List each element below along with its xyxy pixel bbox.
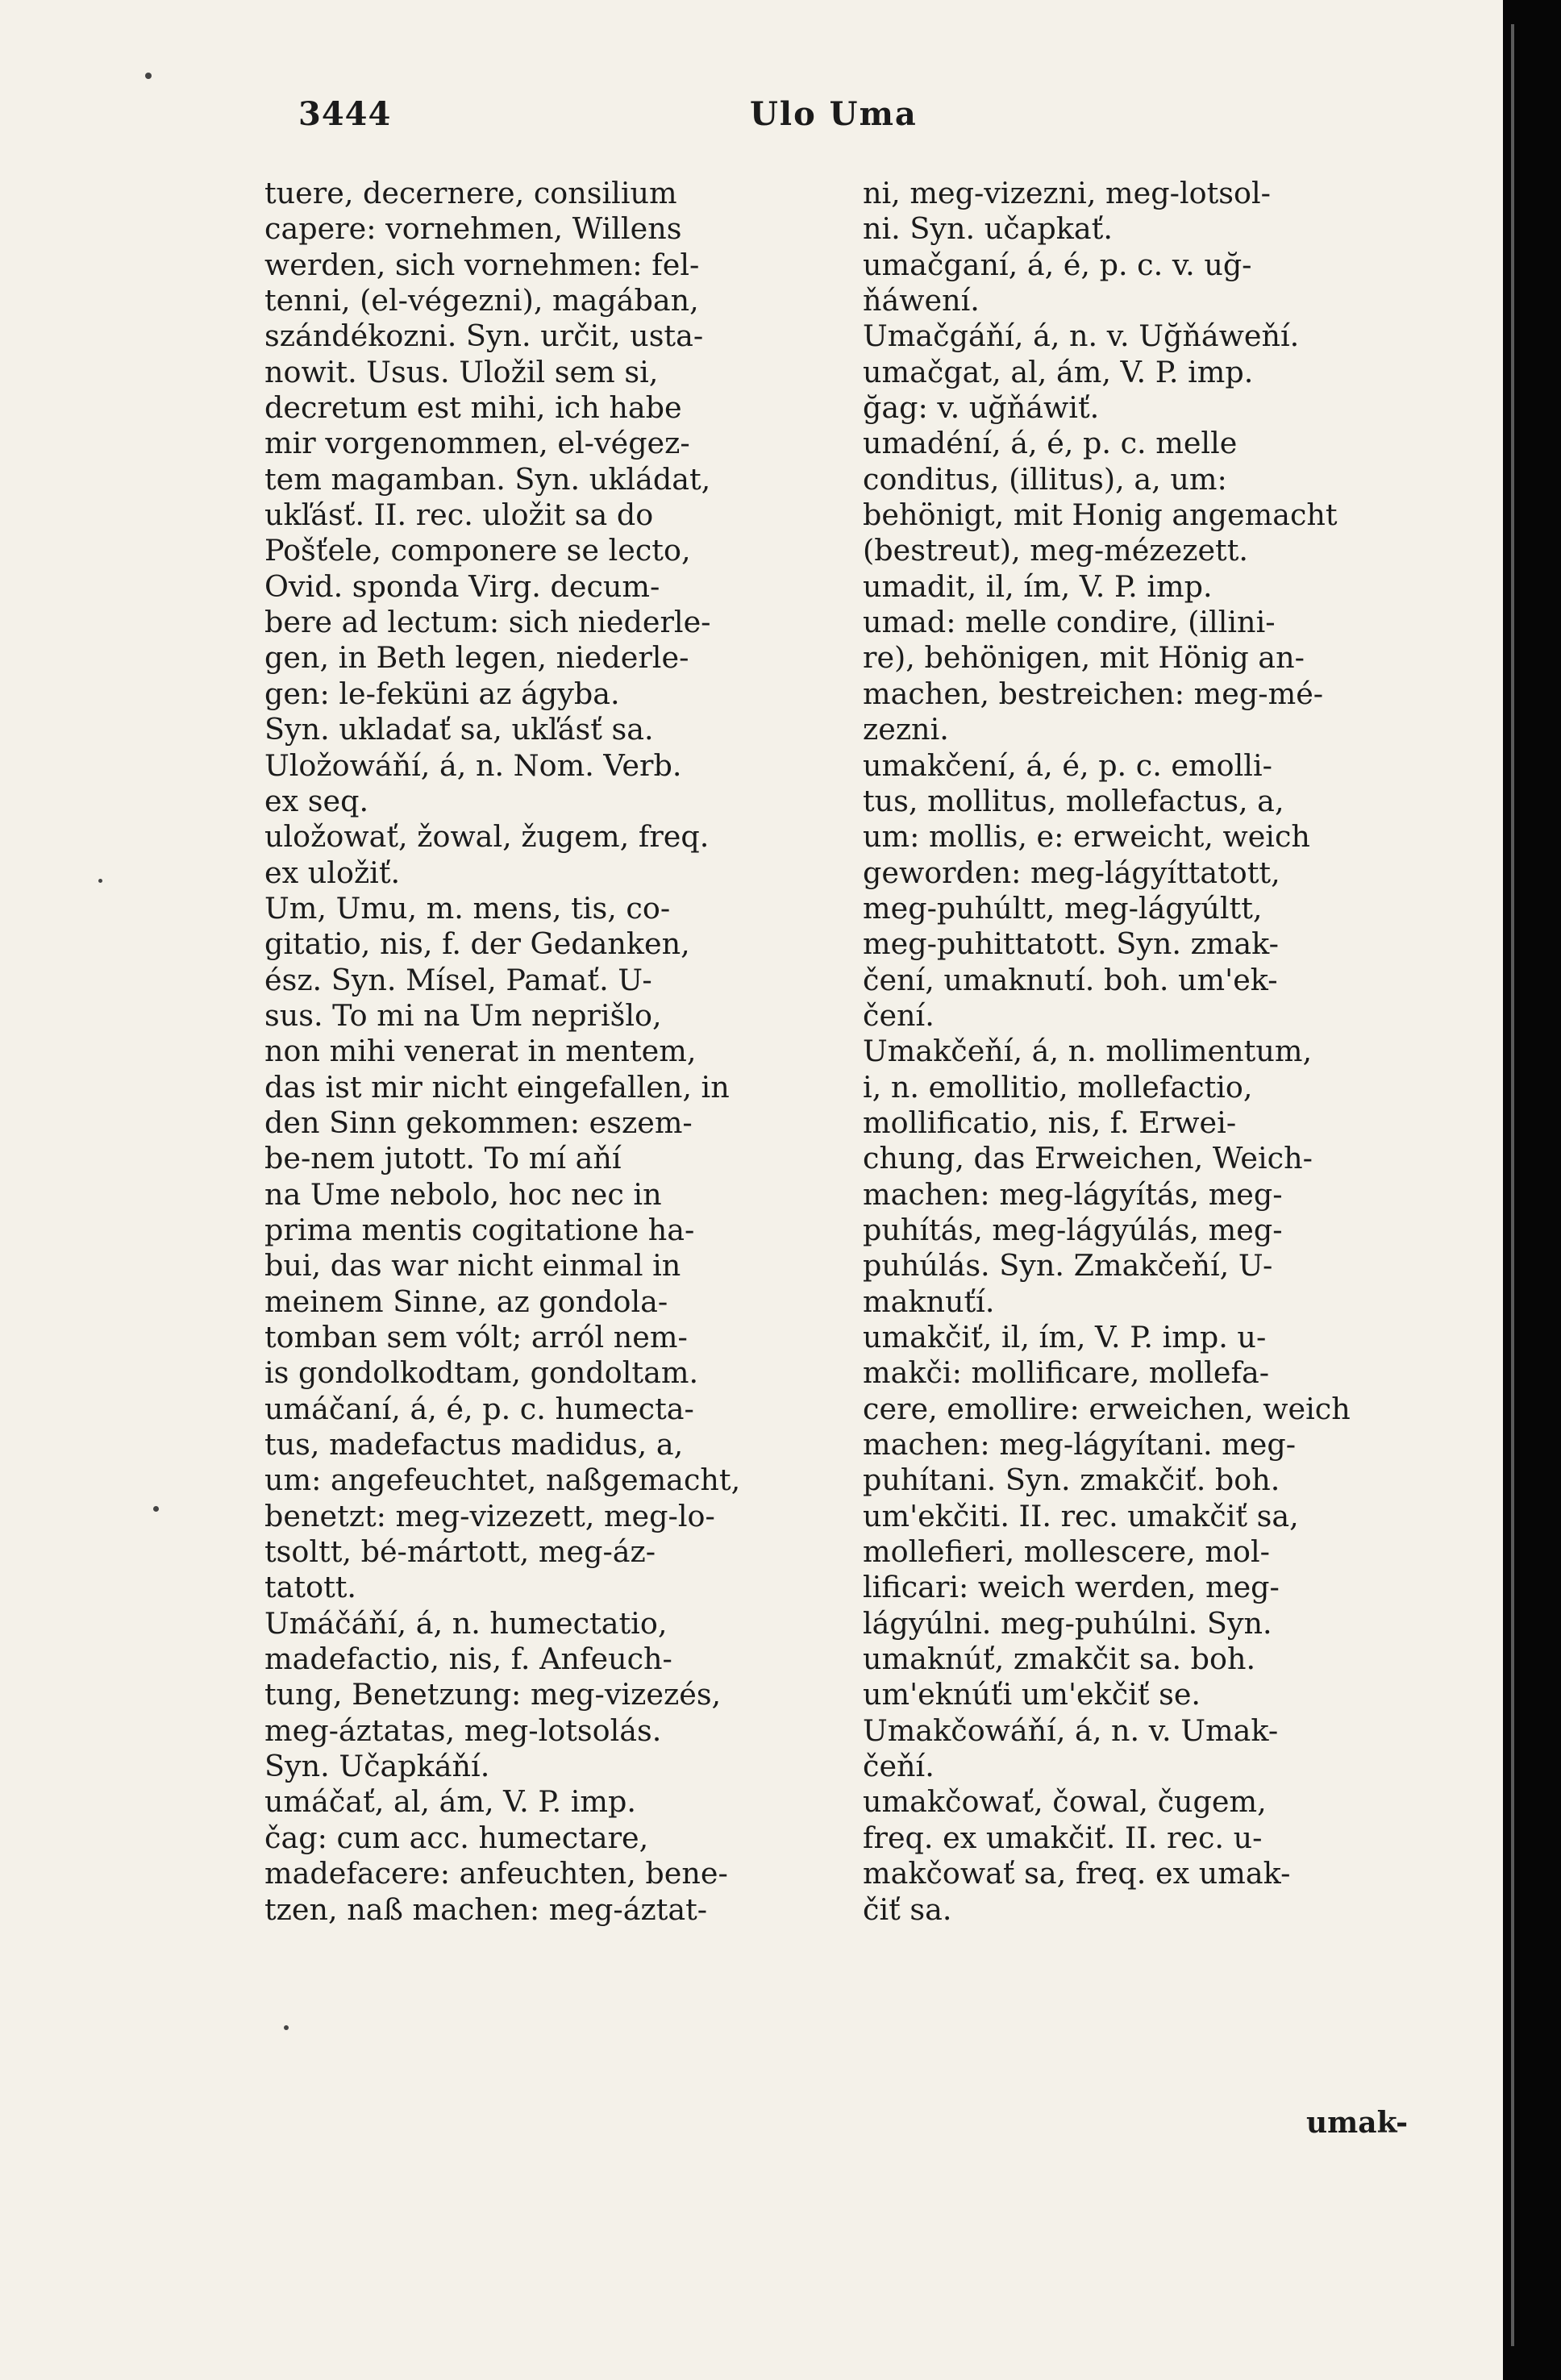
right-column-line: geworden: meg-lágyíttatott,: [863, 855, 1280, 890]
right-column-line: čení.: [863, 997, 935, 1033]
right-column: [863, 176, 1443, 1928]
right-column-line: umačgat, al, ám, V. P. imp.: [863, 354, 1254, 389]
running-head: Ulo Uma: [750, 95, 918, 133]
left-column-line: tatott.: [264, 1570, 357, 1605]
right-column-line: umakčowať, čowal, čugem,: [863, 1784, 1267, 1820]
right-column-line: um: mollis, e: erweicht, weich: [863, 819, 1310, 855]
right-column-line: čeňí.: [863, 1749, 935, 1784]
right-column-line: meg-puhúltt, meg-lágyúltt,: [863, 890, 1263, 926]
left-column-line: tem magamban. Syn. ukládat,: [264, 461, 711, 497]
left-column-line: gen: le-feküni az ágyba.: [264, 676, 620, 711]
print-speck: [153, 1506, 159, 1512]
right-column-line: cere, emollire: erweichen, weich: [863, 1391, 1351, 1426]
left-column-line: mir vorgenommen, el-végez-: [264, 426, 690, 461]
left-column-line: gitatio, nis, f. der Gedanken,: [264, 926, 690, 962]
left-column-line: Syn. ukladať sa, ukľásť sa.: [264, 712, 654, 747]
left-column-line: Umáčáňí, á, n. humectatio,: [264, 1605, 668, 1641]
right-column-line: lágyúlni. meg-puhúlni. Syn.: [863, 1605, 1272, 1641]
left-column-line: is gondolkodtam, gondoltam.: [264, 1355, 699, 1391]
left-column-line: Uložowáňí, á, n. Nom. Verb.: [264, 747, 682, 783]
left-column: [264, 176, 853, 1928]
left-column-line: szándékozni. Syn. určit, usta-: [264, 318, 704, 354]
right-column-line: re), behönigen, mit Hönig an-: [863, 640, 1305, 676]
left-column-line: bui, das war nicht einmal in: [264, 1248, 681, 1284]
right-column-line: mollificatio, nis, f. Erwei-: [863, 1105, 1237, 1140]
right-column-line: mollefieri, mollescere, mol-: [863, 1534, 1270, 1570]
scan-edge-line: [1511, 24, 1514, 2346]
right-column-line: machen, bestreichen: meg-mé-: [863, 676, 1324, 711]
right-column-line: makči: mollificare, mollefa-: [863, 1355, 1270, 1391]
left-column-line: madefactio, nis, f. Anfeuch-: [264, 1641, 672, 1677]
left-column-line: tenni, (el-végezni), magában,: [264, 283, 699, 318]
right-column-line: i, n. emollitio, mollefactio,: [863, 1069, 1253, 1105]
right-column-line: um'ekčiti. II. rec. umakčiť sa,: [863, 1498, 1299, 1533]
left-column-line: meinem Sinne, az gondola-: [264, 1284, 668, 1319]
left-column-line: ex seq.: [264, 783, 369, 818]
left-column-line: tomban sem vólt; arról nem-: [264, 1320, 688, 1354]
left-column-line: gen, in Beth legen, niederle-: [264, 640, 689, 676]
right-column-line: lificari: weich werden, meg-: [863, 1570, 1280, 1605]
right-column-line: puhítás, meg-lágyúlás, meg-: [863, 1212, 1283, 1247]
right-column-line: tus, mollitus, mollefactus, a,: [863, 783, 1284, 818]
left-column-line: umáčať, al, ám, V. P. imp.: [264, 1784, 636, 1820]
left-column-line: ukľásť. II. rec. uložit sa do: [264, 497, 654, 533]
left-column-line: bere ad lectum: sich niederle-: [264, 605, 711, 640]
print-speck: [98, 879, 102, 883]
right-column-line: umakčení, á, é, p. c. emolli-: [863, 747, 1272, 783]
right-column-line: puhítani. Syn. zmakčiť. boh.: [863, 1463, 1280, 1498]
catchword: umak-: [1306, 2106, 1409, 2140]
right-column-line: conditus, (illitus), a, um:: [863, 461, 1227, 497]
right-column-line: maknuťí.: [863, 1284, 995, 1319]
left-column-line: tzen, naß machen: meg-áztat-: [264, 1891, 708, 1927]
left-column-line: nowit. Usus. Uložil sem si,: [264, 354, 659, 389]
right-column-line: chung, das Erweichen, Weich-: [863, 1141, 1313, 1176]
right-column-line: Umakčeňí, á, n. mollimentum,: [863, 1034, 1313, 1069]
right-column-line: umadéní, á, é, p. c. melle: [863, 426, 1238, 461]
left-column-line: Syn. Učapkáňí.: [264, 1749, 490, 1784]
left-column-line: sus. To mi na Um neprišlo,: [264, 997, 662, 1033]
right-column-line: Umakčowáňí, á, n. v. Umak-: [863, 1712, 1279, 1748]
left-column-line: das ist mir nicht eingefallen, in: [264, 1069, 730, 1105]
right-column-line: ni, meg-vizezni, meg-lotsol-: [863, 176, 1271, 210]
left-column-line: benetzt: meg-vizezett, meg-lo-: [264, 1498, 715, 1533]
right-column-line: zezni.: [863, 712, 949, 747]
right-column-line: čiť sa.: [863, 1891, 952, 1927]
right-column-line: meg-puhittatott. Syn. zmak-: [863, 926, 1279, 962]
left-column-line: Pošťele, componere se lecto,: [264, 533, 691, 568]
page-number: 3444: [298, 95, 392, 133]
right-column-line: čení, umaknutí. boh. um'ek-: [863, 962, 1278, 997]
left-column-line: ex uložiť.: [264, 855, 401, 890]
right-column-line: umaknúť, zmakčit sa. boh.: [863, 1641, 1256, 1677]
right-column-line: umadit, il, ím, V. P. imp.: [863, 568, 1213, 604]
right-column-line: umačganí, á, é, p. c. v. uğ-: [863, 247, 1252, 282]
left-column-line: decretum est mihi, ich habe: [264, 390, 682, 426]
right-column-line: (bestreut), meg-mézezett.: [863, 533, 1248, 568]
right-column-line: freq. ex umakčiť. II. rec. u-: [863, 1820, 1263, 1855]
left-column-line: tung, Benetzung: meg-vizezés,: [264, 1677, 722, 1712]
print-speck: [145, 73, 152, 79]
right-column-line: machen: meg-lágyítani. meg-: [863, 1427, 1297, 1463]
left-column-line: Um, Umu, m. mens, tis, co-: [264, 890, 671, 926]
left-column-line: tsoltt, bé-mártott, meg-áz-: [264, 1534, 656, 1570]
right-column-line: umakčiť, il, ím, V. P. imp. u-: [863, 1320, 1267, 1354]
left-column-line: meg-áztatas, meg-lotsolás.: [264, 1712, 662, 1748]
right-column-line: Umačgáňí, á, n. v. Uğňáweňí.: [863, 318, 1300, 354]
right-column-line: makčowať sa, freq. ex umak-: [863, 1856, 1291, 1891]
right-column-line: ni. Syn. učapkať.: [863, 211, 1113, 247]
left-column-line: Ovid. sponda Virg. decum-: [264, 568, 660, 604]
left-column-line: tus, madefactus madidus, a,: [264, 1427, 684, 1463]
right-column-line: ğag: v. uğňáwiť.: [863, 390, 1100, 426]
left-column-line: um: angefeuchtet, naßgemacht,: [264, 1463, 741, 1498]
left-column-line: na Ume nebolo, hoc nec in: [264, 1176, 662, 1212]
left-column-line: capere: vornehmen, Willens: [264, 211, 682, 247]
right-column-line: umad: melle condire, (illini-: [863, 605, 1276, 640]
left-column-line: prima mentis cogitatione ha-: [264, 1212, 695, 1247]
page-header: [298, 95, 1443, 152]
print-speck: [284, 2025, 289, 2030]
right-column-line: puhúlás. Syn. Zmakčeňí, U-: [863, 1248, 1273, 1284]
left-column-line: werden, sich vornehmen: fel-: [264, 247, 700, 282]
left-column-line: den Sinn gekommen: eszem-: [264, 1105, 693, 1140]
left-column-line: ész. Syn. Mísel, Pamať. U-: [264, 962, 652, 997]
right-column-line: machen: meg-lágyítás, meg-: [863, 1176, 1283, 1212]
right-column-line: ňáwení.: [863, 283, 980, 318]
left-column-line: be-nem jutott. To mí aňí: [264, 1141, 622, 1176]
left-column-line: čag: cum acc. humectare,: [264, 1820, 649, 1855]
left-column-line: non mihi venerat in mentem,: [264, 1034, 697, 1069]
left-column-line: tuere, decernere, consilium: [264, 176, 677, 210]
left-column-line: madefacere: anfeuchten, bene-: [264, 1856, 728, 1891]
right-column-line: behönigt, mit Honig angemacht: [863, 497, 1338, 533]
left-column-line: umáčaní, á, é, p. c. humecta-: [264, 1391, 694, 1426]
right-column-line: um'eknúťi um'ekčiť se.: [863, 1677, 1201, 1712]
left-column-line: uložowať, žowal, žugem, freq.: [264, 819, 710, 855]
